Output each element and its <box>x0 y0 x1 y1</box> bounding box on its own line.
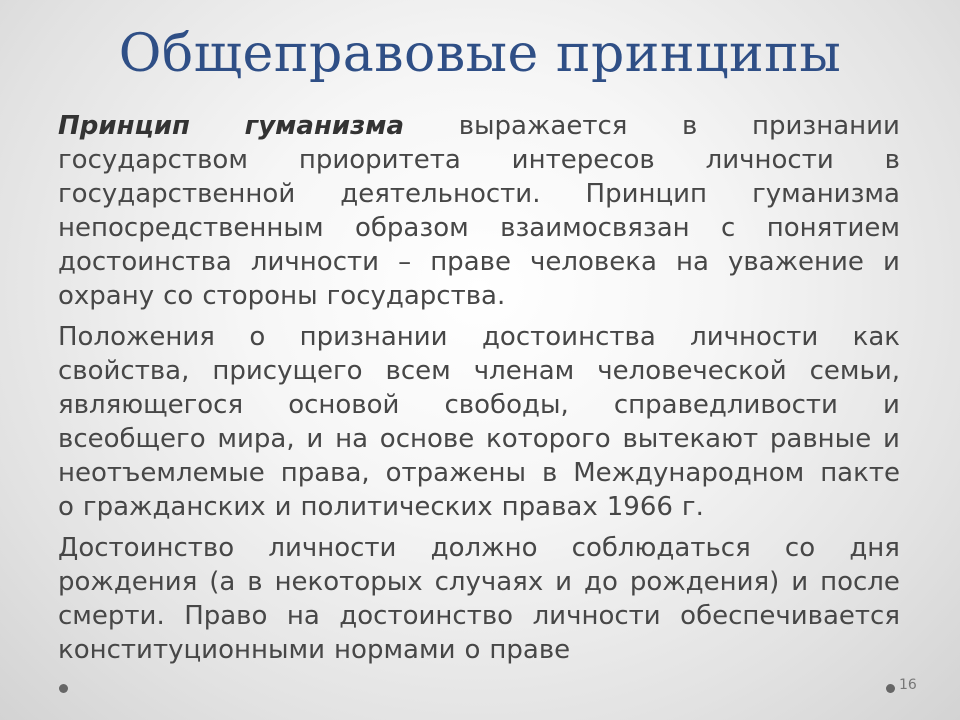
word: Право <box>184 601 268 631</box>
word: о <box>464 635 481 665</box>
word: о <box>249 322 266 352</box>
word: 1966 <box>606 492 673 522</box>
text-line <box>58 143 900 177</box>
word: семьи, <box>809 356 900 386</box>
term-word: гуманизма <box>244 111 405 141</box>
text-line <box>58 388 900 422</box>
word: дня <box>849 533 900 563</box>
word: непосредственным <box>58 213 324 243</box>
word: должно <box>430 533 538 563</box>
word: в <box>247 567 263 597</box>
slide-title: Общеправовые принципы <box>118 24 842 84</box>
word: неотъемлемые <box>58 458 265 488</box>
word: на <box>335 424 369 454</box>
word: до <box>583 567 618 597</box>
word: Принцип <box>585 179 708 209</box>
word: случаях <box>434 567 544 597</box>
word: со <box>784 533 816 563</box>
word: уважение <box>727 247 864 277</box>
bullet-dot-icon <box>886 684 895 693</box>
word: признании <box>752 111 900 141</box>
word: и <box>883 390 900 420</box>
word: о <box>58 492 74 522</box>
word: с <box>721 213 736 243</box>
text-line <box>58 320 900 354</box>
word: как <box>852 322 900 352</box>
word: личности <box>250 247 380 277</box>
word: справедливости <box>613 390 838 420</box>
word: человеческой <box>597 356 787 386</box>
page-number: 16 <box>899 677 917 693</box>
word: мира, <box>217 424 295 454</box>
text-line <box>58 109 900 143</box>
word: понятием <box>766 213 900 243</box>
text-line <box>58 422 900 456</box>
bullet-dot-icon <box>59 684 68 693</box>
word: гуманизма <box>752 179 900 209</box>
word: (а <box>209 567 236 597</box>
word: на <box>675 247 709 277</box>
word: личности <box>705 145 834 175</box>
word: после <box>820 567 900 597</box>
word: достоинство <box>339 601 514 631</box>
word: со <box>163 281 194 311</box>
word: свободы, <box>444 390 569 420</box>
word: смерти. <box>58 601 165 631</box>
text-line <box>58 245 900 279</box>
word: и <box>791 567 809 597</box>
word: на <box>286 601 320 631</box>
word: личности <box>690 322 819 352</box>
word: права, <box>280 458 370 488</box>
text-line <box>58 531 900 565</box>
word: политических <box>300 492 493 522</box>
text-line <box>58 279 900 313</box>
word: которого <box>486 424 611 454</box>
word: взаимосвязан <box>500 213 690 243</box>
term-word: Принцип <box>58 111 191 141</box>
word: вытекают <box>622 424 759 454</box>
word: в <box>682 111 698 141</box>
word: соблюдаться <box>571 533 751 563</box>
text-line <box>58 565 900 599</box>
word: выражается <box>458 111 628 141</box>
word: и <box>274 492 292 522</box>
text-line <box>58 354 900 388</box>
word: праве <box>430 247 511 277</box>
word: свойства, <box>58 356 190 386</box>
text-line <box>58 633 900 667</box>
word: в <box>884 145 900 175</box>
word: пакте <box>820 458 900 488</box>
word: приоритета <box>298 145 461 175</box>
word: г. <box>681 492 704 522</box>
word: отражены <box>385 458 527 488</box>
word: и <box>555 567 573 597</box>
word: и <box>306 424 324 454</box>
word: в <box>541 458 558 488</box>
word: нормами <box>334 635 456 665</box>
word: обеспечивается <box>680 601 900 631</box>
word: и <box>882 424 900 454</box>
text-line <box>58 177 900 211</box>
word: основой <box>288 390 400 420</box>
text-line <box>58 456 900 490</box>
word: государственной <box>58 179 296 209</box>
text-line <box>58 599 900 633</box>
word: личности <box>268 533 397 563</box>
word: Международном <box>573 458 805 488</box>
word: присущего <box>212 356 363 386</box>
word: членам <box>473 356 575 386</box>
word: признании <box>299 322 448 352</box>
word: интересов <box>511 145 655 175</box>
word: охрану <box>58 281 155 311</box>
word: достоинства <box>481 322 656 352</box>
word: достоинства <box>58 247 232 277</box>
word: Положения <box>58 322 215 352</box>
word: личности <box>532 601 661 631</box>
text-line <box>58 490 900 524</box>
word: государством <box>58 145 248 175</box>
word: рождения) <box>629 567 780 597</box>
paragraph-humanism <box>58 109 900 313</box>
word: образом <box>354 213 469 243</box>
paragraph-dignity-protection <box>58 531 900 667</box>
word: человека <box>530 247 657 277</box>
word: – <box>398 247 412 277</box>
word: государства. <box>326 281 506 311</box>
word: и <box>883 247 900 277</box>
word: рождения <box>58 567 198 597</box>
word: всеобщего <box>58 424 206 454</box>
word: стороны <box>202 281 318 311</box>
text-line <box>58 211 900 245</box>
word: являющегося <box>58 390 244 420</box>
word: конституционными <box>58 635 326 665</box>
slide-body <box>58 109 900 667</box>
word: праве <box>489 635 571 665</box>
word: всем <box>385 356 451 386</box>
word: деятельности. <box>340 179 541 209</box>
word: правах <box>501 492 598 522</box>
word: гражданских <box>82 492 266 522</box>
word: основе <box>379 424 475 454</box>
word: некоторых <box>274 567 423 597</box>
paragraph-dignity-provisions <box>58 320 900 524</box>
word: Достоинство <box>58 533 235 563</box>
word: равные <box>769 424 872 454</box>
